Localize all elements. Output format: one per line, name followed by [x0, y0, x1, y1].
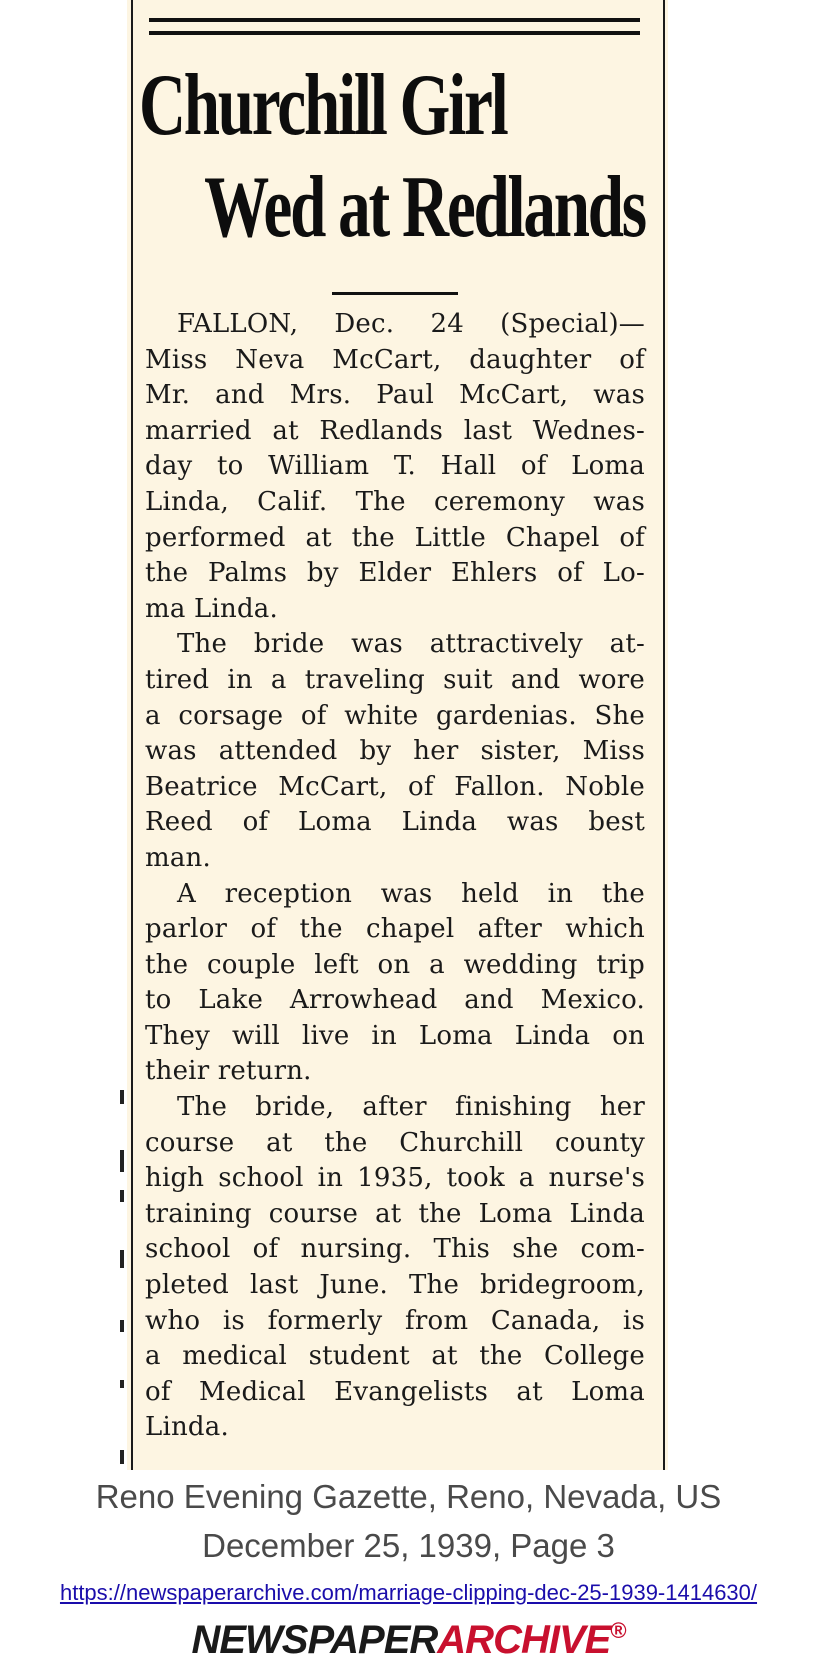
logo-newspaper: NEWSPAPER	[191, 1618, 438, 1662]
article-line: ma Linda.	[145, 593, 278, 624]
top-rule	[149, 31, 640, 35]
article-line: day to William T. Hall of Loma	[145, 451, 645, 482]
article-line: the couple left on a wedding trip	[145, 949, 645, 980]
article-line: tired in a traveling suit and wore	[145, 664, 645, 695]
headline-line-2: Wed at Redlands	[204, 159, 645, 256]
article-paragraph	[145, 1090, 645, 1446]
article-line: training course at the Loma Linda	[145, 1198, 645, 1229]
article-line: pleted last June. The bridegroom,	[145, 1270, 645, 1301]
article-line: school of nursing. This she com-	[145, 1234, 645, 1265]
source-caption: Reno Evening Gazette, Reno, Nevada, US	[95, 1478, 722, 1515]
headline-line-1: Churchill Girl	[139, 57, 507, 154]
article-line: a medical student at the College	[145, 1341, 645, 1372]
headline-divider	[332, 292, 458, 295]
article-line: A reception was held in the	[177, 878, 645, 909]
article-line: The bride, after finishing her	[177, 1092, 645, 1123]
article-line: FALLON, Dec. 24 (Special)—	[177, 309, 645, 339]
registered-mark: ®	[610, 1618, 626, 1643]
headline	[139, 55, 645, 259]
article-line: the Palms by Elder Ehlers of Lo-	[145, 558, 645, 589]
article-line: The bride was attractively at-	[177, 629, 645, 660]
article-line: Linda.	[145, 1412, 229, 1443]
article-line: to Lake Arrowhead and Mexico.	[145, 985, 645, 1016]
article-line: They will live in Loma Linda on	[145, 1020, 645, 1051]
article-paragraph	[145, 307, 645, 627]
article-body	[145, 307, 645, 1446]
article-line: married at Redlands last Wednes-	[145, 415, 645, 446]
logo-archive: ARCHIVE	[437, 1618, 611, 1662]
article-line: a corsage of white gardenias. She	[145, 700, 645, 731]
newspaper-clipping	[127, 0, 668, 1470]
article-line: who is formerly from Canada, is	[145, 1305, 645, 1336]
article-paragraph	[145, 877, 645, 1091]
article-line: high school in 1935, took a nurse's	[145, 1163, 645, 1194]
top-rule	[149, 18, 640, 22]
article-line: man.	[145, 842, 211, 873]
newspaperarchive-logo[interactable]	[0, 1618, 817, 1663]
article-line: was attended by her sister, Miss	[145, 736, 645, 767]
article-line: parlor of the chapel after which	[145, 914, 645, 945]
article-line: their return.	[145, 1056, 312, 1087]
article-line: Mr. and Mrs. Paul McCart, was	[145, 380, 645, 411]
article-line: Reed of Loma Linda was best	[145, 807, 645, 838]
article-line: Beatrice McCart, of Fallon. Noble	[145, 771, 645, 802]
column-rule-right	[663, 0, 665, 1470]
article-line: course at the Churchill county	[145, 1127, 645, 1158]
article-line: of Medical Evangelists at Loma	[145, 1376, 645, 1407]
article-paragraph	[145, 627, 645, 876]
margin-marks	[120, 1090, 130, 1470]
date-caption: December 25, 1939, Page 3	[202, 1527, 615, 1564]
clipping-link[interactable]: https://newspaperarchive.com/marriage-clipping-dec-25-1939-1414630/	[59, 1580, 758, 1605]
article-line: Linda, Calif. The ceremony was	[145, 486, 645, 517]
article-line: performed at the Little Chapel of	[145, 522, 645, 553]
column-rule-left	[131, 0, 133, 1470]
article-line: Miss Neva McCart, daughter of	[145, 344, 645, 375]
